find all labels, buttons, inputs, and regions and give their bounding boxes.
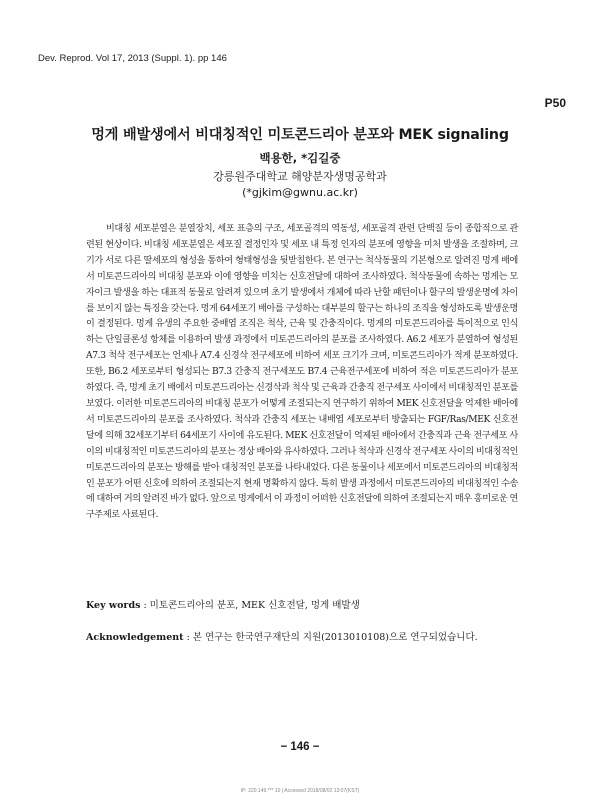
- acknowledgement: [86, 629, 526, 643]
- keywords-text: : 미토콘드리아의 분포, MEK 신호전달, 멍게 배발생: [140, 600, 360, 611]
- abstract: [86, 222, 518, 524]
- acknowledgement-label: Acknowledgement: [86, 632, 184, 643]
- corresponding-email: (*gjkim@gwnu.ac.kr): [242, 186, 358, 199]
- access-watermark: IP: 220.149.*** 10 | Accessed 2018/08/02 13:07(KST): [240, 788, 360, 794]
- keywords-label: Key words: [86, 600, 141, 611]
- abstract-paragraph: 비대칭 세포분열은 분열장치, 세포 표층의 구조, 세포골격의 역동성, 세포골격 관련 단백질 등이 종합적으로 관련된 현상이다. 비대칭 세포분열은 세포질 결정인자 및 세포 내 특정 인자의 분포에 영향을 미처 발생을 조절하며, 크기가 서로 다른 딸세포의 형성을 통하여 형태형성을 뒷받침한다. 본 연구는 척삭동물의 기본형으로 알려진 멍게 배에서 미토콘드리아의 비대칭 분포와 이에 영향을 미치는 신호전달에 대하여 조사하였다. 척삭동물에 속하는 멍게는 모자이크 발생을 하는 대표적 동물로 알려져 있으며 초기 발생에서 개체에 따라 난할 패턴이나 할구의 발생운명에 차이를 보이지 않는 특징을 갖는다. 멍게 64세포기 배아를 구성하는 대부분의 할구는 하나의 조직을 형성하도록 발생운명이 결정된다. 멍게 유생의 주요한 중배엽 조직은 척삭, 근육 및 간충직이다. 멍게의 미토콘드리아를 특이적으로 인식하는 단일클론성 항체를 이용하여 발생 과정에서 미토콘드리아의 분포를 조사하였다. A6.2 세포가 분열하여 형성된 A7.3 척삭 전구세포는 언제나 A7.4 신경삭 전구세포에 비하여 세포 크기가 크며, 미토콘드리아가 적게 분포하였다. 또한, B6.2 세포로부터 형성되는 B7.3 간충직 전구세포도 B7.4 근육전구세포에 비하여 적은 미토콘드리아가 분포하였다. 즉, 멍게 초기 배에서 미토콘드리아는 신경삭과 척삭 및 근육과 간충직 전구세포 사이에서 비대칭적인 분포를 보였다. 이러한 미토콘드리아의 비대칭 분포가 어떻게 조절되는지 연구하기 위하여 MEK 신호전달을 억제한 배아에서 미토콘드리아의 분포를 조사하였다. 척삭과 간충직 세포는 내배엽 세포로부터 방출되는 FGF/Ras/MEK 신호전달에 의해 32세포기부터 64세포기 사이에 유도된다. MEK 신호전달이 억제된 배아에서 간충직과 근육 전구세포 사이의 비대칭적인 미토콘드리아의 분포는 정상 배아와 유사하였다. 그러나 척삭과 신경삭 전구세포 사이의 비대칭적인 미토콘드리아의 분포는 방해를 받아 대칭적인 분포를 나타내었다. 다른 동물이나 세포에서 미토콘드리아의 비대칭적인 분포가 어떤 신호에 의하여 조절되는지 현재 명확하지 않다. 특히 발생 과정에서 미토콘드리아의 비대칭적인 수송에 대하여 거의 알려진 바가 없다. 앞으로 멍게에서 이 과정이 어떠한 신호전달에 의하여 조절되는지 매우 흥미로운 연구주제로 사료된다.: [86, 224, 518, 521]
- journal-citation: Dev. Reprod. Vol 17, 2013 (Suppl. 1). pp 146: [38, 53, 227, 64]
- author-list: 백용한, *김길중: [259, 151, 341, 165]
- keywords: [86, 597, 518, 611]
- acknowledgement-text: : 본 연구는 한국연구재단의 지원(2013010108)으로 연구되었습니다.: [183, 632, 478, 643]
- affiliation: 강릉원주대학교 해양분자생명공학과: [213, 170, 387, 183]
- article-title: 멍게 배발생에서 비대칭적인 미토콘드리아 분포와 MEK signaling: [91, 127, 509, 143]
- poster-code: P50: [544, 96, 566, 110]
- page-number: − 146 −: [280, 741, 320, 753]
